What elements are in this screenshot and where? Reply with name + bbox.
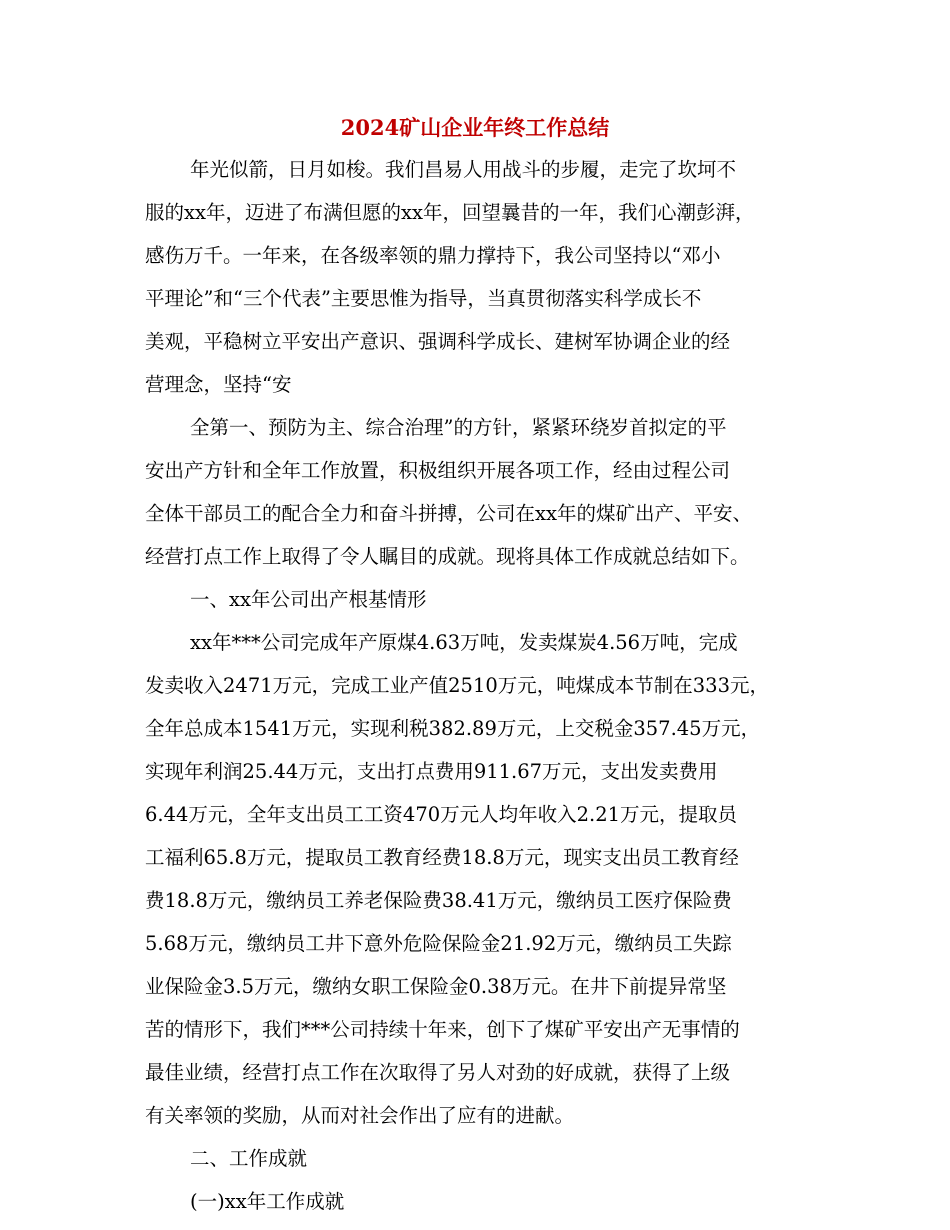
paragraph-line: 6.44万元，全年支出员工工资470万元人均年收入2.21万元，提取员 xyxy=(145,803,738,826)
document-title: 2024矿山企业年终工作总结 xyxy=(340,115,610,140)
section-heading: 一、xx年公司出产根基情形 xyxy=(190,588,427,611)
paragraph-line: 营理念，坚持“安 xyxy=(145,373,292,396)
paragraph-line: 业保险金3.5万元，缴纳女职工保险金0.38万元。在井下前提异常坚 xyxy=(145,975,727,998)
paragraph-line: 实现年利润25.44万元，支出打点费用911.67万元，支出发卖费用 xyxy=(145,760,718,783)
paragraph-line: 费18.8万元，缴纳员工养老保险费38.41万元，缴纳员工医疗保险费 xyxy=(145,889,732,912)
paragraph-line: 工福利65.8万元，提取员工教育经费18.8万元，现实支出员工教育经 xyxy=(145,846,739,869)
paragraph-line: 全年总成本1541万元，实现利税382.89万元，上交税金357.45万元， xyxy=(145,717,761,740)
paragraph-line: 感伤万千。一年来，在各级率领的鼎力撑持下，我公司坚持以“邓小 xyxy=(145,244,721,267)
paragraph-line: 服的xx年，迈进了布满但愿的xx年，回望曩昔的一年，我们心潮彭湃， xyxy=(145,201,755,224)
paragraph-line: 苦的情形下，我们***公司持续十年来，创下了煤矿平安出产无事情的 xyxy=(145,1018,740,1041)
paragraph-line: 全体干部员工的配合全力和奋斗拼搏，公司在xx年的煤矿出产、平安、 xyxy=(145,502,752,525)
paragraph-line: 5.68万元，缴纳员工井下意外危险保险金21.92万元，缴纳员工失踪 xyxy=(145,932,732,955)
paragraph-line: 最佳业绩，经营打点工作在次取得了另人对劲的好成就，获得了上级 xyxy=(145,1061,731,1084)
section-heading: 二、工作成就 xyxy=(190,1147,308,1170)
subsection-heading: (一)xx年工作成就 xyxy=(190,1190,345,1213)
paragraph-line: 有关率领的奖励，从而对社会作出了应有的进献。 xyxy=(145,1104,575,1127)
paragraph-line: 全第一、预防为主、综合治理”的方针，紧紧环绕岁首拟定的平 xyxy=(190,416,727,439)
paragraph-line: 年光似箭，日月如梭。我们昌易人用战斗的步履，走完了坎坷不 xyxy=(190,158,737,181)
paragraph-line: 安出产方针和全年工作放置，积极组织开展各项工作，经由过程公司 xyxy=(145,459,731,482)
paragraph-line: 经营打点工作上取得了令人瞩目的成就。现将具体工作成就总结如下。 xyxy=(145,545,750,568)
paragraph-line: 平理论”和“三个代表”主要思惟为指导，当真贯彻落实科学成长不 xyxy=(145,287,702,310)
paragraph-line: xx年***公司完成年产原煤4.63万吨，发卖煤炭4.56万吨，完成 xyxy=(190,631,738,654)
paragraph-line: 美观，平稳树立平安出产意识、强调科学成长、建树军协调企业的经 xyxy=(145,330,731,353)
paragraph-line: 发卖收入2471万元，完成工业产值2510万元，吨煤成本节制在333元， xyxy=(145,674,769,697)
